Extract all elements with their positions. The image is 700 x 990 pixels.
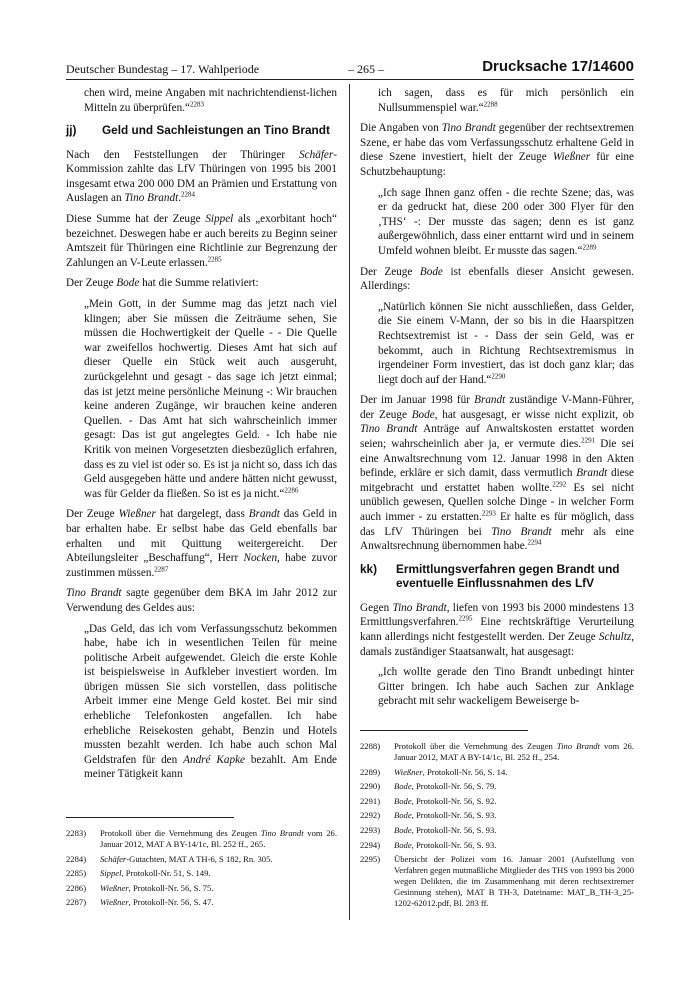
paragraph: Der Zeuge Bode hat die Summe relativiert: [66, 277, 259, 290]
footnote: 2284) Schäfer-Gutachten, MAT A TH-6, S 182, Rn. 305. [66, 853, 273, 864]
footnote: 2292) Bode, Protokoll-Nr. 56, S. 93. [360, 810, 497, 821]
footnote-rule [66, 817, 234, 818]
right-column [360, 86, 634, 715]
header-rule [66, 79, 634, 80]
section-title: Ermittlungsverfahren gegen Brandt und eventuelle Einflussnahmen des LfV [396, 561, 620, 591]
paragraph: Tino Brandt sagte gegenüber dem BKA im Jahr 2012 zur Verwendung des Geldes aus: [66, 587, 337, 614]
header-publication: Deutscher Bundestag – 17. Wahlperiode [66, 62, 260, 76]
footnotes-left [66, 817, 337, 912]
footnote: 2294) Bode, Protokoll-Nr. 56, S. 93. [360, 839, 497, 850]
document-number-value: 14600 [592, 58, 634, 75]
footnote-rule [360, 730, 528, 731]
section-title: Geld und Sachleistungen an Tino Brandt [102, 123, 330, 138]
paragraph: Diese Summe hat der Zeuge Sippel als „exorbitant hoch“ bezeichnet. Deswegen habe er auch bereits zu Beginn seiner Amtszeit für Thüringen eine Richtlinie zur Begrenzung der Zahlungen an V-Leute erlassen.$^{2285}$ [66, 213, 337, 269]
footnotes-right [360, 730, 634, 913]
document-number-prefix: Drucksache 17/ [482, 58, 593, 75]
column-divider [349, 84, 350, 920]
footnote: 2287) Wießner, Protokoll-Nr. 56, S. 47. [66, 897, 214, 908]
paragraph: Gegen Tino Brandt, liefen von 1993 bis 2000 mindestens 13 Ermittlungsverfahren.$^{2295}$ Eine rechtskräftige Verurteilung kann allerdings nicht festgestellt werden. Der Zeuge Schultz, damals zuständiger Staatsanwalt, hat ausgesagt: [360, 601, 634, 658]
quotation: „Das Geld, das ich vom Verfassungsschutz bekommen habe, habe ich in wesentlichen Teilen für meine politische Arbeit aufgewendet. Gleich die erste Kohle ist beispielsweise in Aufkleber investiert worden. Im übrigen müssen Sie sich vorstellen, dass politische Arbeit immer eine Menge Geld kostet. Bei mir sind erhebliche Telefonkosten angefallen. Ich habe erhebliche Reisekosten gehabt, Benzin und Hotels mussten bezahlt werden. Ich habe auch schon Mal Geldstrafen für den André Kapke bezahlt. Am Ende meiner Tätigkeit kann [84, 622, 338, 781]
page-header [66, 58, 634, 78]
footnote: 2286) Wießner, Protokoll-Nr. 56, S. 75. [66, 882, 214, 893]
quotation: „Ich wollte gerade den Tino Brandt unbedingt hinter Gitter bringen. Ich habe auch Sachen zur Anklage gebracht mit sehr wackeligem Beweiserge b- [378, 666, 634, 708]
left-column [66, 86, 337, 788]
page-number: – 265 – [348, 62, 384, 76]
footnote: 2288) Protokoll über die Vernehmung des Zeugen Tino Brandt vom 26. Januar 2012, MAT A BY-14/1c, Bl. 252 ff., 254. [360, 741, 634, 762]
section-number: kk) [360, 561, 378, 576]
paragraph: Der Zeuge Bode ist ebenfalls dieser Ansicht gewesen. Allerdings: [360, 265, 634, 293]
section-heading-jj [66, 123, 337, 138]
paragraph: Der im Januar 1998 für Brandt zuständige V-Mann-Führer, der Zeuge Bode, hat ausgesagt, er wisse nicht explizit, ob Tino Brandt Anträge auf Anwaltskosten erstattet worden seien; wahrscheinlich aber ja, er vermute dies.$^{2291}$ Die sei eine Anwaltsrechnung vom 12. Januar 1998 in den Akten befinde, erkläre er sich damit, dass vermutlich Brandt diese mitgebracht und erstattet haben wollte.$^{2292}$ Es sei nicht unüblich gewesen, Quellen solche Dinge - in welcher Form auch immer - zu erstatten.$^{2293}$ Er halte es für möglich, dass das LfV Thüringen bei Tino Brandt mehr als eine Anwaltsrechnung übernommen habe.$^{2294}$ [360, 394, 634, 553]
footnote: 2295) Übersicht der Polizei vom 16. Januar 2001 (Aufstellung von Verfahren gegen mutmaßliche Mitglieder des THS von 1993 bis 2000 wegen Delikten, die im Zusammenhang mit deren rechtsextremer Gesinnung stehen), MAT B TH-3, Dateiname: MAT_B_TH-3_25-1202-62012.pdf, Bl. 283 ff. [360, 854, 634, 909]
paragraph: Der Zeuge Wießner hat dargelegt, dass Brandt das Geld in bar erhalten habe. Er selbst habe das Geld ebenfalls bar erhalten und mit Quittung weitergereicht. Der Abteilungsleiter „Beschaffung“, Herr Nocken, habe zuvor zustimmen müssen.$^{2287}$ [66, 508, 338, 579]
footnote: 2293) Bode, Protokoll-Nr. 56, S. 93. [360, 824, 497, 835]
paragraph: Die Angaben von Tino Brandt gegenüber der rechtsextremen Szene, er habe das vom Verfassungsschutz erhaltene Geld in diese Szene investiert, hielt der Zeuge Wießner für eine Schutzbehauptung: [360, 122, 634, 178]
paragraph: Nach den Feststellungen der Thüringer Schäfer-Kommission zahlte das LfV Thüringen von 1995 bis 2001 insgesamt etwa 200 000 DM an Prämien und Erstattung von Auslagen an Tino Brandt.$^{2284}$ [66, 148, 337, 205]
footnote: 2289) Wießner, Protokoll-Nr. 56, S. 14. [360, 766, 508, 777]
footnote: 2285) Sippel, Protokoll-Nr. 51, S. 149. [66, 868, 211, 879]
section-number: jj) [66, 123, 77, 138]
section-heading-kk [360, 562, 634, 591]
quotation: „Natürlich können Sie nicht ausschließen, dass Gelder, die Sie einem V-Mann, der so bis in die Haarspitzen Rechtsextremist ist - - Dass der sein Geld, was er bekommt, auch in Richtung Rechtsextremismus in irgendeiner Form investiert, das ist doch ganz klar; das liegt doch auf der Hand.“$^{2290}$ [378, 300, 634, 386]
quotation: „Mein Gott, in der Summe mag das jetzt nach viel klingen; aber Sie müssen die Zeiträume sehen, Sie müssen die Hochwertigkeit der Quelle - - Die Quelle war zweifellos hochwertig. Dieses Amt hat sich auf dieser Quelle ein Stück weit auch ausgeruht, zurückgelehnt und gesagt - das sage ich jetzt einmal; das ist jetzt meine persönliche Meinung -: Wir brauchen keine anderen Zugänge, wir brauchen keine anderen Quellen. - Das Amt hat sich wahrscheinlich immer gesagt: Das ist gut angelegtes Geld. - Ich habe nie Kritik von meinen Vorgesetzten diesbezüglich erfahren, dass es zu viel ist oder so. Es ist ja nicht so, dass ich das Geld ausgegeben hätte und andere hätten nicht gewusst, was für Gelder da fließen. So ist es ja nicht.“$^{2286}$ [84, 298, 337, 500]
document-number [482, 58, 634, 75]
quotation: „Ich sage Ihnen ganz offen - die rechte Szene; das, was er da gedruckt hat, diese 200 oder 300 Flyer für den ‚THS‘ -: Der musste das sagen; denn es ist ganz außergewöhnlich, dass einer enttarnt wird und in seinem Umfeld wohnen bleibt. Er musste das sagen.“$^{2289}$ [378, 186, 634, 257]
paragraph: ich sagen, dass es für mich persönlich ein Nullsummenspiel war.“$^{2288}$ [378, 87, 634, 114]
footnote: 2283) Protokoll über die Vernehmung des Zeugen Tino Brandt vom 26. Januar 2012, MAT A BY-14/1c, Bl. 252 ff., 265. [66, 828, 337, 849]
footnote: 2290) Bode, Protokoll-Nr. 56, S. 79. [360, 781, 497, 792]
paragraph: chen wird, meine Angaben mit nachrichtendienst-lichen Mitteln zu überprüfen.“$^{2283}$ [84, 87, 337, 114]
footnote: 2291) Bode, Protokoll-Nr. 56, S. 92. [360, 795, 497, 806]
